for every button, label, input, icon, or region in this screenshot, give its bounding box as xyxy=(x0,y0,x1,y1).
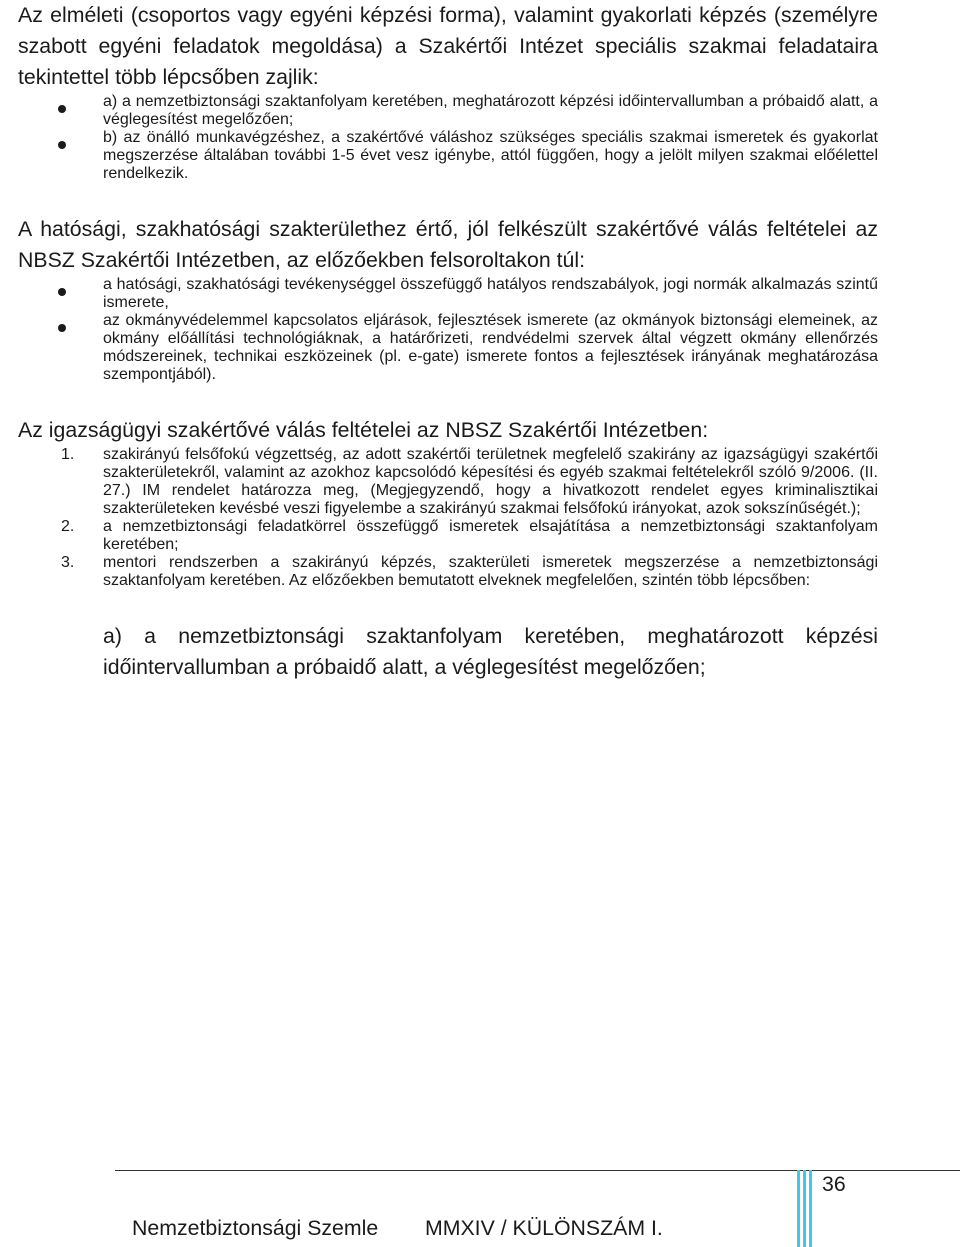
list-item-text: az okmányvédelemmel kapcsolatos eljárások, fejlesztések ismerete (az okmányok biztonsági elemeinek, az okmány előállítási technológiáknak, a határőrizeti, rendvédelmi szervek által végzett okmány ellenőrzés módszereinek, technikai eszközeinek (pl. e-gate) ismerete fontos a fejlesztések irányának meghatározása szempontjából). xyxy=(103,312,878,383)
list-item-text: b) az önálló munkavégzéshez, a szakértővé váláshoz szükséges speciális szakmai ismeretek és gyakorlat megszerzése általában további 1-5 évet vesz igénybe, attól függően, hogy a jelölt milyen szakmai előélettel rendelkezik. xyxy=(103,129,878,182)
bullet-icon xyxy=(18,276,103,312)
item-number: 3. xyxy=(61,554,75,571)
footer-accent-bars xyxy=(797,1170,817,1247)
footer-divider xyxy=(115,1170,960,1171)
item-number: 2. xyxy=(61,518,75,535)
numbered-item xyxy=(18,518,878,554)
bullet-icon xyxy=(18,93,103,129)
numbered-item xyxy=(18,554,878,590)
intro-paragraph: Az elméleti (csoportos vagy egyéni képzési forma), valamint gyakorlati képzés (személyre szabott egyéni feladatok megoldása) a Szakértői Intézet speciális szakmai feladataira tekintettel több lépcsőben zajlik: xyxy=(18,3,878,89)
item-number: 1. xyxy=(61,446,75,463)
document-body xyxy=(18,0,878,683)
numbered-item xyxy=(18,446,878,518)
list-item-text: a hatósági, szakhatósági tevékenységgel összefüggő hatályos rendszabályok, jogi normák alkalmazás szintű ismerete, xyxy=(103,276,878,311)
journal-title: Nemzetbiztonsági Szemle xyxy=(132,1216,379,1240)
sub-item: a) a nemzetbiztonsági szaktanfolyam keretében, meghatározott képzési időintervallumban a próbaidő alatt, a véglegesítést megelőzően; xyxy=(103,624,878,679)
bullet-icon xyxy=(18,129,103,183)
list-item-text: a) a nemzetbiztonsági szaktanfolyam keretében, meghatározott képzési időintervallumban a próbaidő alatt, a véglegesítést megelőzően; xyxy=(103,93,878,128)
paragraph-judicial-expert: Az igazságügyi szakértővé válás feltételei az NBSZ Szakértői Intézetben: xyxy=(18,418,709,442)
paragraph-authority-requirements: A hatósági, szakhatósági szakterülethez értő, jól felkészült szakértővé válás feltételei az NBSZ Szakértői Intézetben, az előzőekben felsoroltakon túl: xyxy=(18,217,878,272)
issue-label: MMXIV / KÜLÖNSZÁM I. xyxy=(425,1216,663,1240)
list-item xyxy=(18,276,878,312)
bullet-icon xyxy=(18,312,103,384)
item-text: szakirányú felsőfokú végzettség, az adott szakértői területnek megfelelő szakirány az igazságügyi szakértői szakterületekről, valamint az azokhoz kapcsolódó képesítési és egyéb szakmai feltételekről szóló 9/2006. (II. 27.) IM rendelet határozza meg, (Megjegyzendő, hogy a hivatkozott rendelet egyes kriminalisztikai szakterületeken kevésbé veszi figyelembe a szakirányú szakmai felsőfokú irányokat, azok sokszínűségét.); xyxy=(103,446,878,517)
item-text: a nemzetbiztonsági feladatkörrel összefüggő ismeretek elsajátítása a nemzetbiztonsági szaktanfolyam keretében; xyxy=(103,518,878,553)
item-text: mentori rendszerben a szakirányú képzés, szakterületi ismeretek megszerzése a nemzetbiztonsági szaktanfolyam keretében. Az előzőekben bemutatott elveknek megfelelően, szintén több lépcsőben: xyxy=(103,554,878,589)
list-item xyxy=(18,129,878,183)
list-item xyxy=(18,93,878,129)
list-item xyxy=(18,312,878,384)
page-number: 36 xyxy=(822,1172,846,1196)
